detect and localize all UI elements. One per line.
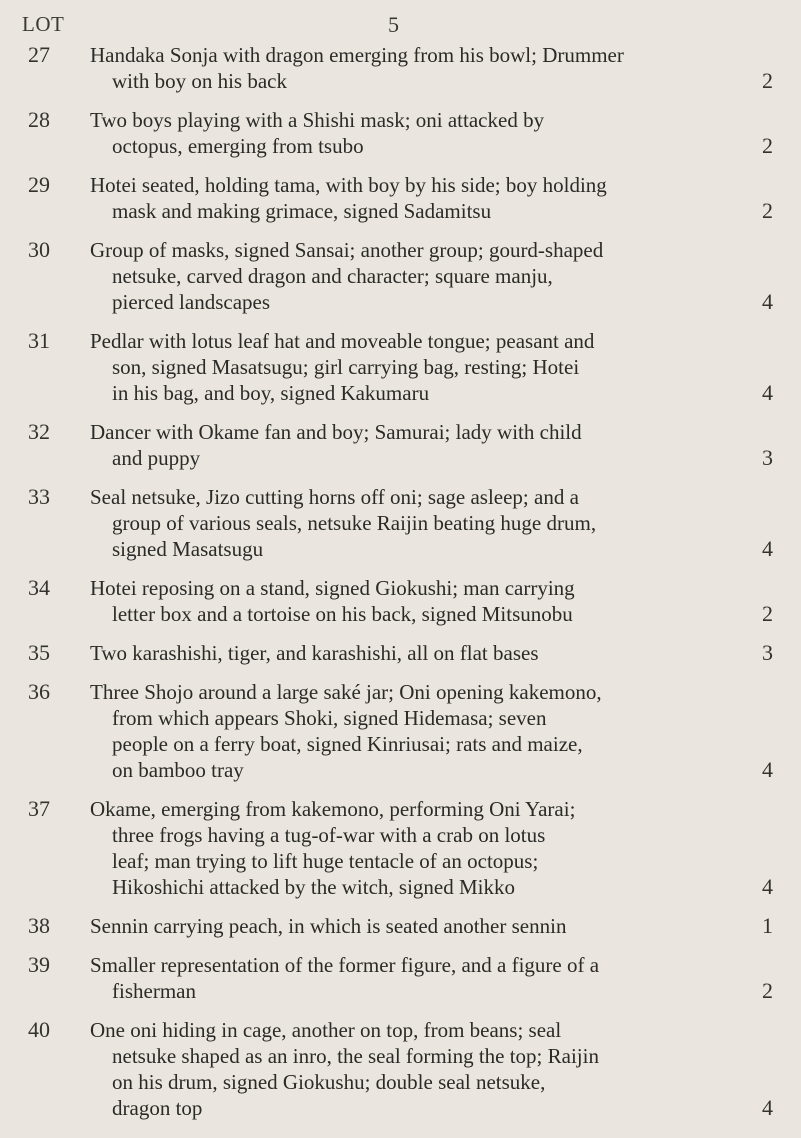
lot-quantity: 4 [762, 874, 773, 899]
lot-quantity: 2 [762, 68, 773, 93]
description-line: group of various seals, netsuke Raijin beating huge drum, [112, 511, 597, 535]
lot-quantity: 3 [762, 640, 773, 665]
lot-description [90, 796, 750, 900]
lot-quantity: 4 [762, 757, 773, 782]
lot-number: 38 [28, 913, 50, 938]
description-line: mask and making grimace, signed Sadamitsu [112, 199, 492, 223]
description-line: Group of masks, signed Sansai; another group; gourd-shaped [90, 238, 604, 262]
lot-quantity: 2 [762, 133, 773, 158]
lot-number: 34 [28, 575, 50, 600]
description-line: octopus, emerging from tsubo [112, 134, 364, 158]
lot-description [90, 42, 750, 94]
description-line: Sennin carrying peach, in which is seated another sennin [90, 914, 567, 938]
description-line: people on a ferry boat, signed Kinriusai; rats and maize, [112, 732, 583, 756]
lot-number: 32 [28, 419, 50, 444]
page-number: 5 [388, 12, 399, 37]
description-line: son, signed Masatsugu; girl carrying bag, resting; Hotei [112, 355, 580, 379]
lot-quantity: 4 [762, 289, 773, 314]
description-line: netsuke, carved dragon and character; square manju, [112, 264, 553, 288]
lot-description [90, 484, 750, 562]
lot-number: 27 [28, 42, 50, 67]
description-line: and puppy [112, 446, 201, 470]
lot-quantity: 2 [762, 978, 773, 1003]
description-line: Seal netsuke, Jizo cutting horns off oni; sage asleep; and a [90, 485, 579, 509]
lot-number: 33 [28, 484, 50, 509]
lot-number: 35 [28, 640, 50, 665]
description-line: pierced landscapes [112, 290, 271, 314]
description-line: Dancer with Okame fan and boy; Samurai; lady with child [90, 420, 582, 444]
lot-description [90, 952, 750, 1004]
lot-description [90, 328, 750, 406]
description-line: Pedlar with lotus leaf hat and moveable tongue; peasant and [90, 329, 595, 353]
lot-quantity: 2 [762, 601, 773, 626]
description-line: Three Shojo around a large saké jar; Oni opening kakemono, [90, 680, 602, 704]
lot-number: 37 [28, 796, 50, 821]
lot-description [90, 237, 750, 315]
description-line: Two karashishi, tiger, and karashishi, all on flat bases [90, 641, 539, 665]
lot-quantity: 3 [762, 445, 773, 470]
description-line: on his drum, signed Giokushu; double seal netsuke, [112, 1070, 546, 1094]
lot-quantity: 1 [762, 913, 773, 938]
lot-description [90, 419, 750, 471]
lot-quantity: 4 [762, 380, 773, 405]
description-line: netsuke shaped as an inro, the seal forming the top; Raijin [112, 1044, 599, 1068]
lot-quantity: 4 [762, 1095, 773, 1120]
description-line: dragon top [112, 1096, 203, 1120]
description-line: Two boys playing with a Shishi mask; oni attacked by [90, 108, 545, 132]
description-line: letter box and a tortoise on his back, signed Mitsunobu [112, 602, 573, 626]
description-line: One oni hiding in cage, another on top, from beans; seal [90, 1018, 562, 1042]
description-line: fisherman [112, 979, 196, 1003]
description-line: Hotei reposing on a stand, signed Giokushi; man carrying [90, 576, 575, 600]
lot-number: 29 [28, 172, 50, 197]
description-line: Hotei seated, holding tama, with boy by his side; boy holding [90, 173, 607, 197]
lot-description [90, 107, 750, 159]
description-line: Handaka Sonja with dragon emerging from his bowl; Drummer [90, 43, 624, 67]
lot-number: 31 [28, 328, 50, 353]
lot-number: 28 [28, 107, 50, 132]
lot-description [90, 640, 750, 666]
description-line: on bamboo tray [112, 758, 244, 782]
lot-description [90, 172, 750, 224]
lot-quantity: 4 [762, 536, 773, 561]
lot-column-header: LOT [22, 12, 65, 36]
description-line: with boy on his back [112, 69, 287, 93]
lot-number: 36 [28, 679, 50, 704]
lot-number: 30 [28, 237, 50, 262]
lot-description [90, 1017, 750, 1121]
description-line: Smaller representation of the former figure, and a figure of a [90, 953, 600, 977]
description-line: Hikoshichi attacked by the witch, signed Mikko [112, 875, 516, 899]
lot-number: 40 [28, 1017, 50, 1042]
lot-description [90, 679, 750, 783]
lot-number: 39 [28, 952, 50, 977]
description-line: leaf; man trying to lift huge tentacle of an octopus; [112, 849, 539, 873]
lot-quantity: 2 [762, 198, 773, 223]
lot-description [90, 575, 750, 627]
lot-description [90, 913, 750, 939]
description-line: Okame, emerging from kakemono, performing Oni Yarai; [90, 797, 576, 821]
description-line: signed Masatsugu [112, 537, 264, 561]
description-line: from which appears Shoki, signed Hidemasa; seven [112, 706, 547, 730]
description-line: three frogs having a tug-of-war with a crab on lotus [112, 823, 546, 847]
description-line: in his bag, and boy, signed Kakumaru [112, 381, 430, 405]
